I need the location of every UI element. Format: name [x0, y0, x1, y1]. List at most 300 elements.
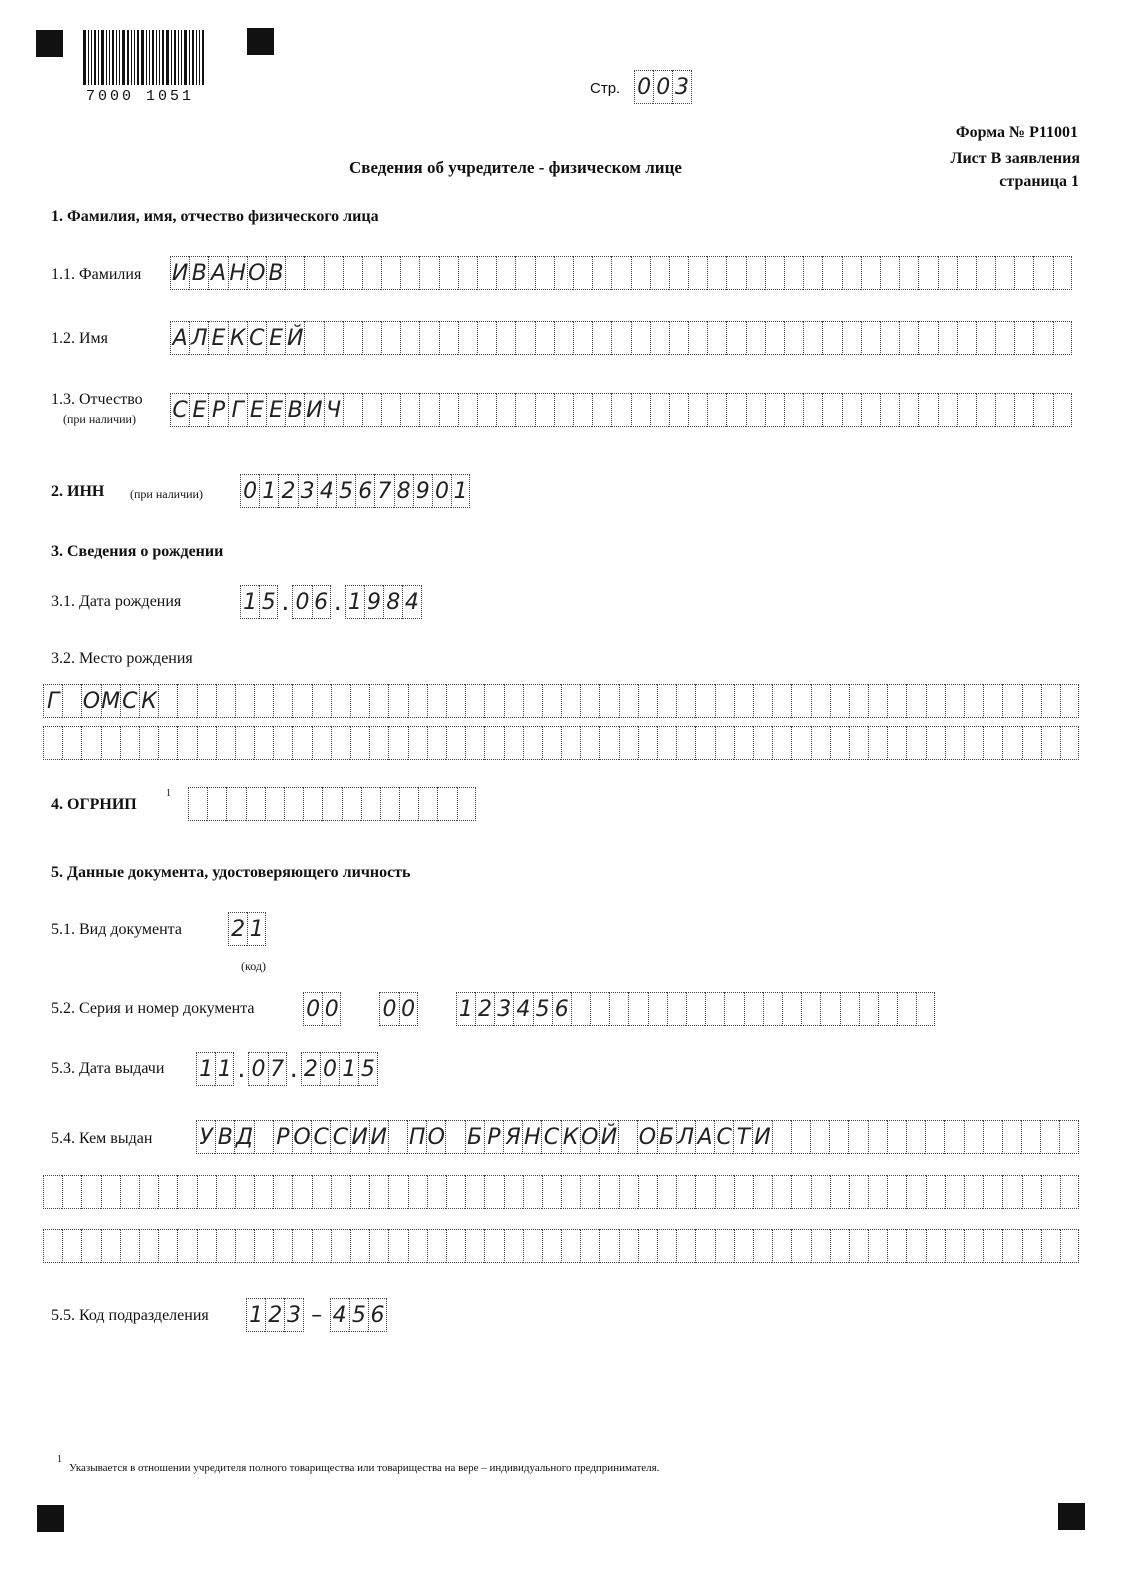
char-cell[interactable]	[676, 684, 695, 718]
char-cell[interactable]	[580, 1175, 599, 1209]
char-cell[interactable]	[1033, 256, 1052, 290]
char-cell[interactable]	[197, 726, 216, 760]
char-cell[interactable]	[388, 684, 407, 718]
char-cell[interactable]: 2	[265, 1298, 284, 1332]
char-cell[interactable]	[573, 321, 592, 355]
char-cell[interactable]	[216, 726, 235, 760]
char-cell[interactable]	[1002, 1175, 1021, 1209]
char-cell[interactable]	[599, 726, 618, 760]
char-cell[interactable]	[784, 256, 803, 290]
char-cell[interactable]: Е	[266, 393, 285, 427]
char-cell[interactable]	[619, 726, 638, 760]
char-cell[interactable]	[554, 393, 573, 427]
char-cell[interactable]	[868, 726, 887, 760]
char-cell[interactable]	[197, 684, 216, 718]
char-cell[interactable]: 0	[634, 70, 653, 104]
char-cell[interactable]	[81, 1175, 100, 1209]
char-cell[interactable]	[926, 726, 945, 760]
char-cell[interactable]	[726, 256, 745, 290]
char-cell[interactable]	[763, 992, 782, 1026]
char-cell[interactable]	[523, 1175, 542, 1209]
char-cell[interactable]: Р	[273, 1120, 292, 1154]
char-cell[interactable]	[369, 1175, 388, 1209]
char-cell[interactable]	[619, 1175, 638, 1209]
char-cell[interactable]	[235, 726, 254, 760]
char-cell[interactable]	[254, 1120, 273, 1154]
char-cell[interactable]: О	[580, 1120, 599, 1154]
birth-place-line2[interactable]	[43, 726, 1079, 762]
char-cell[interactable]	[619, 1229, 638, 1263]
char-cell[interactable]	[859, 992, 878, 1026]
char-cell[interactable]	[139, 1229, 158, 1263]
char-cell[interactable]	[861, 393, 880, 427]
char-cell[interactable]	[188, 787, 207, 821]
char-cell[interactable]	[688, 321, 707, 355]
char-cell[interactable]: Т	[733, 1120, 752, 1154]
char-cell[interactable]	[573, 256, 592, 290]
char-cell[interactable]	[944, 1120, 963, 1154]
char-cell[interactable]	[139, 726, 158, 760]
char-cell[interactable]	[631, 393, 650, 427]
char-cell[interactable]	[724, 992, 743, 1026]
char-cell[interactable]: Л	[676, 1120, 695, 1154]
char-cell[interactable]	[753, 726, 772, 760]
char-cell[interactable]	[1014, 393, 1033, 427]
char-cell[interactable]	[791, 1120, 810, 1154]
char-cell[interactable]	[303, 787, 322, 821]
char-cell[interactable]	[707, 393, 726, 427]
char-cell[interactable]	[983, 1229, 1002, 1263]
char-cell[interactable]	[504, 684, 523, 718]
char-cell[interactable]	[408, 1175, 427, 1209]
char-cell[interactable]	[331, 1175, 350, 1209]
char-cell[interactable]	[957, 393, 976, 427]
char-cell[interactable]	[791, 684, 810, 718]
char-cell[interactable]	[350, 684, 369, 718]
char-cell[interactable]	[878, 992, 897, 1026]
series-number-cells[interactable]	[303, 992, 935, 1028]
surname-cells[interactable]	[170, 256, 1072, 292]
char-cell[interactable]	[829, 1120, 848, 1154]
char-cell[interactable]: 3	[284, 1298, 303, 1332]
char-cell[interactable]	[784, 321, 803, 355]
char-cell[interactable]	[561, 684, 580, 718]
char-cell[interactable]	[408, 684, 427, 718]
char-cell[interactable]	[772, 726, 791, 760]
char-cell[interactable]	[791, 1229, 810, 1263]
char-cell[interactable]	[926, 684, 945, 718]
char-cell[interactable]: И	[350, 1120, 369, 1154]
char-cell[interactable]	[772, 1175, 791, 1209]
char-cell[interactable]	[964, 684, 983, 718]
char-cell[interactable]: Р	[208, 393, 227, 427]
char-cell[interactable]	[842, 256, 861, 290]
char-cell[interactable]	[101, 726, 120, 760]
char-cell[interactable]	[484, 726, 503, 760]
char-cell[interactable]	[216, 1229, 235, 1263]
char-cell[interactable]	[957, 321, 976, 355]
char-cell[interactable]	[791, 1175, 810, 1209]
char-cell[interactable]	[324, 321, 343, 355]
char-cell[interactable]	[324, 256, 343, 290]
char-cell[interactable]: В	[266, 256, 285, 290]
char-cell[interactable]	[177, 726, 196, 760]
char-cell[interactable]	[427, 1175, 446, 1209]
char-cell[interactable]	[484, 684, 503, 718]
char-cell[interactable]	[408, 726, 427, 760]
char-cell[interactable]	[1060, 684, 1079, 718]
char-cell[interactable]	[304, 256, 323, 290]
char-cell[interactable]: С	[247, 321, 266, 355]
char-cell[interactable]	[746, 256, 765, 290]
char-cell[interactable]	[753, 684, 772, 718]
char-cell[interactable]	[120, 1175, 139, 1209]
char-cell[interactable]: 0	[432, 474, 451, 508]
char-cell[interactable]	[638, 1175, 657, 1209]
char-cell[interactable]	[120, 1229, 139, 1263]
char-cell[interactable]	[381, 393, 400, 427]
char-cell[interactable]	[983, 1120, 1002, 1154]
char-cell[interactable]	[465, 1175, 484, 1209]
char-cell[interactable]: 1	[339, 1052, 358, 1086]
char-cell[interactable]	[976, 321, 995, 355]
char-cell[interactable]	[1014, 321, 1033, 355]
char-cell[interactable]	[1002, 1120, 1021, 1154]
char-cell[interactable]	[254, 1175, 273, 1209]
char-cell[interactable]	[580, 1229, 599, 1263]
char-cell[interactable]	[957, 256, 976, 290]
char-cell[interactable]	[62, 684, 81, 718]
char-cell[interactable]	[312, 684, 331, 718]
char-cell[interactable]	[580, 684, 599, 718]
char-cell[interactable]: А	[208, 256, 227, 290]
char-cell[interactable]	[657, 1175, 676, 1209]
char-cell[interactable]: Ч	[324, 393, 343, 427]
char-cell[interactable]	[964, 1120, 983, 1154]
char-cell[interactable]	[343, 321, 362, 355]
char-cell[interactable]	[734, 1229, 753, 1263]
char-cell[interactable]	[465, 726, 484, 760]
char-cell[interactable]	[926, 1175, 945, 1209]
char-cell[interactable]	[880, 256, 899, 290]
char-cell[interactable]	[822, 256, 841, 290]
patronymic-cells[interactable]	[170, 393, 1072, 429]
char-cell[interactable]	[458, 321, 477, 355]
char-cell[interactable]: С	[714, 1120, 733, 1154]
char-cell[interactable]: 4	[402, 585, 421, 619]
char-cell[interactable]	[688, 256, 707, 290]
char-cell[interactable]	[418, 787, 437, 821]
char-cell[interactable]: 0	[292, 585, 311, 619]
char-cell[interactable]	[381, 321, 400, 355]
char-cell[interactable]	[765, 256, 784, 290]
char-cell[interactable]	[477, 256, 496, 290]
char-cell[interactable]	[887, 726, 906, 760]
char-cell[interactable]	[599, 1229, 618, 1263]
char-cell[interactable]	[216, 1175, 235, 1209]
char-cell[interactable]	[1002, 1229, 1021, 1263]
char-cell[interactable]: 4	[317, 474, 336, 508]
char-cell[interactable]: 6	[355, 474, 374, 508]
char-cell[interactable]	[380, 787, 399, 821]
char-cell[interactable]	[254, 684, 273, 718]
char-cell[interactable]	[887, 684, 906, 718]
char-cell[interactable]	[667, 992, 686, 1026]
char-cell[interactable]: 4	[330, 1298, 349, 1332]
char-cell[interactable]	[458, 256, 477, 290]
char-cell[interactable]	[840, 992, 859, 1026]
char-cell[interactable]	[342, 787, 361, 821]
char-cell[interactable]	[842, 321, 861, 355]
char-cell[interactable]	[477, 321, 496, 355]
char-cell[interactable]	[554, 256, 573, 290]
char-cell[interactable]	[388, 1175, 407, 1209]
char-cell[interactable]	[746, 393, 765, 427]
name-cells[interactable]	[170, 321, 1072, 357]
char-cell[interactable]	[496, 256, 515, 290]
char-cell[interactable]: 8	[383, 585, 402, 619]
char-cell[interactable]	[811, 1229, 830, 1263]
char-cell[interactable]	[861, 321, 880, 355]
char-cell[interactable]: 0	[399, 992, 418, 1026]
char-cell[interactable]	[976, 393, 995, 427]
char-cell[interactable]	[734, 684, 753, 718]
char-cell[interactable]	[561, 1229, 580, 1263]
char-cell[interactable]: 1	[196, 1052, 215, 1086]
char-cell[interactable]	[369, 1229, 388, 1263]
char-cell[interactable]	[726, 393, 745, 427]
char-cell[interactable]	[811, 726, 830, 760]
char-cell[interactable]	[650, 256, 669, 290]
char-cell[interactable]	[1033, 393, 1052, 427]
char-cell[interactable]	[938, 321, 957, 355]
char-cell[interactable]	[1053, 256, 1072, 290]
doc-type-cells[interactable]	[228, 912, 266, 948]
char-cell[interactable]	[446, 684, 465, 718]
char-cell[interactable]	[216, 684, 235, 718]
char-cell[interactable]	[81, 726, 100, 760]
char-cell[interactable]: 1	[246, 1298, 265, 1332]
char-cell[interactable]	[571, 992, 590, 1026]
char-cell[interactable]: К	[561, 1120, 580, 1154]
char-cell[interactable]: 3	[298, 474, 317, 508]
char-cell[interactable]	[273, 1175, 292, 1209]
char-cell[interactable]	[362, 256, 381, 290]
char-cell[interactable]	[849, 684, 868, 718]
char-cell[interactable]	[542, 1175, 561, 1209]
char-cell[interactable]	[1002, 684, 1021, 718]
char-cell[interactable]: К	[139, 684, 158, 718]
char-cell[interactable]	[868, 684, 887, 718]
char-cell[interactable]	[197, 1229, 216, 1263]
char-cell[interactable]	[158, 684, 177, 718]
char-cell[interactable]: Г	[228, 393, 247, 427]
char-cell[interactable]	[899, 256, 918, 290]
char-cell[interactable]	[284, 787, 303, 821]
char-cell[interactable]	[304, 321, 323, 355]
char-cell[interactable]	[976, 256, 995, 290]
char-cell[interactable]	[676, 1175, 695, 1209]
char-cell[interactable]	[848, 1120, 867, 1154]
char-cell[interactable]	[322, 787, 341, 821]
char-cell[interactable]	[1041, 726, 1060, 760]
char-cell[interactable]: 2	[475, 992, 494, 1026]
char-cell[interactable]	[746, 321, 765, 355]
char-cell[interactable]	[995, 393, 1014, 427]
char-cell[interactable]	[1053, 321, 1072, 355]
char-cell[interactable]: 5	[336, 474, 355, 508]
char-cell[interactable]	[81, 1229, 100, 1263]
char-cell[interactable]: 1	[345, 585, 364, 619]
char-cell[interactable]: Я	[503, 1120, 522, 1154]
char-cell[interactable]	[618, 1120, 637, 1154]
char-cell[interactable]: Г	[43, 684, 62, 718]
char-cell[interactable]	[515, 321, 534, 355]
char-cell[interactable]: 6	[368, 1298, 387, 1332]
char-cell[interactable]	[803, 256, 822, 290]
char-cell[interactable]	[535, 393, 554, 427]
char-cell[interactable]	[331, 684, 350, 718]
char-cell[interactable]	[465, 1229, 484, 1263]
char-cell[interactable]	[899, 321, 918, 355]
char-cell[interactable]: Н	[228, 256, 247, 290]
char-cell[interactable]	[292, 726, 311, 760]
char-cell[interactable]: 0	[248, 1052, 267, 1086]
char-cell[interactable]	[400, 321, 419, 355]
char-cell[interactable]	[504, 1229, 523, 1263]
char-cell[interactable]	[599, 1175, 618, 1209]
char-cell[interactable]	[388, 726, 407, 760]
char-cell[interactable]	[350, 1175, 369, 1209]
char-cell[interactable]	[628, 992, 647, 1026]
char-cell[interactable]	[458, 393, 477, 427]
char-cell[interactable]: С	[311, 1120, 330, 1154]
char-cell[interactable]	[408, 1229, 427, 1263]
char-cell[interactable]	[419, 393, 438, 427]
char-cell[interactable]: В	[285, 393, 304, 427]
char-cell[interactable]	[312, 1229, 331, 1263]
char-cell[interactable]	[235, 1229, 254, 1263]
char-cell[interactable]	[938, 393, 957, 427]
char-cell[interactable]: Б	[657, 1120, 676, 1154]
char-cell[interactable]	[631, 321, 650, 355]
char-cell[interactable]	[638, 684, 657, 718]
char-cell[interactable]	[861, 256, 880, 290]
char-cell[interactable]	[906, 726, 925, 760]
char-cell[interactable]	[926, 1229, 945, 1263]
char-cell[interactable]	[830, 1229, 849, 1263]
char-cell[interactable]	[650, 321, 669, 355]
char-cell[interactable]: 0	[240, 474, 259, 508]
char-cell[interactable]	[158, 1229, 177, 1263]
char-cell[interactable]	[906, 1229, 925, 1263]
char-cell[interactable]	[419, 256, 438, 290]
char-cell[interactable]	[887, 1120, 906, 1154]
char-cell[interactable]	[592, 256, 611, 290]
char-cell[interactable]	[726, 321, 745, 355]
char-cell[interactable]: 1	[456, 992, 475, 1026]
char-cell[interactable]	[1040, 1120, 1059, 1154]
char-cell[interactable]: 9	[413, 474, 432, 508]
char-cell[interactable]	[822, 321, 841, 355]
char-cell[interactable]	[1041, 1175, 1060, 1209]
char-cell[interactable]	[504, 1175, 523, 1209]
char-cell[interactable]	[715, 1229, 734, 1263]
char-cell[interactable]	[1060, 1175, 1079, 1209]
char-cell[interactable]: Е	[266, 321, 285, 355]
char-cell[interactable]	[734, 726, 753, 760]
char-cell[interactable]	[446, 1175, 465, 1209]
char-cell[interactable]: Е	[189, 393, 208, 427]
char-cell[interactable]	[772, 1120, 791, 1154]
char-cell[interactable]	[868, 1175, 887, 1209]
char-cell[interactable]	[822, 393, 841, 427]
char-cell[interactable]: 2	[301, 1052, 320, 1086]
char-cell[interactable]	[457, 787, 476, 821]
char-cell[interactable]	[446, 726, 465, 760]
char-cell[interactable]: 8	[394, 474, 413, 508]
char-cell[interactable]: 1	[451, 474, 470, 508]
char-cell[interactable]	[388, 1120, 407, 1154]
char-cell[interactable]: К	[228, 321, 247, 355]
char-cell[interactable]: О	[292, 1120, 311, 1154]
char-cell[interactable]	[715, 684, 734, 718]
char-cell[interactable]	[1053, 393, 1072, 427]
char-cell[interactable]	[918, 321, 937, 355]
char-cell[interactable]	[292, 1229, 311, 1263]
char-cell[interactable]: И	[304, 393, 323, 427]
char-cell[interactable]	[906, 1175, 925, 1209]
char-cell[interactable]	[542, 684, 561, 718]
char-cell[interactable]	[43, 1175, 62, 1209]
char-cell[interactable]: 0	[303, 992, 322, 1026]
char-cell[interactable]	[554, 321, 573, 355]
char-cell[interactable]	[343, 256, 362, 290]
char-cell[interactable]	[880, 393, 899, 427]
char-cell[interactable]: 1	[240, 585, 259, 619]
char-cell[interactable]	[983, 684, 1002, 718]
char-cell[interactable]: М	[101, 684, 120, 718]
char-cell[interactable]	[887, 1229, 906, 1263]
char-cell[interactable]	[1033, 321, 1052, 355]
char-cell[interactable]	[197, 1175, 216, 1209]
char-cell[interactable]: С	[120, 684, 139, 718]
char-cell[interactable]	[177, 1229, 196, 1263]
char-cell[interactable]	[599, 684, 618, 718]
char-cell[interactable]	[868, 1229, 887, 1263]
char-cell[interactable]: 3	[494, 992, 513, 1026]
char-cell[interactable]	[1002, 726, 1021, 760]
char-cell[interactable]	[254, 726, 273, 760]
char-cell[interactable]	[446, 1229, 465, 1263]
char-cell[interactable]	[964, 726, 983, 760]
char-cell[interactable]: 3	[672, 70, 691, 104]
char-cell[interactable]	[246, 787, 265, 821]
char-cell[interactable]: Л	[189, 321, 208, 355]
char-cell[interactable]: В	[189, 256, 208, 290]
char-cell[interactable]: 6	[552, 992, 571, 1026]
char-cell[interactable]	[810, 1120, 829, 1154]
char-cell[interactable]	[657, 726, 676, 760]
char-cell[interactable]	[158, 726, 177, 760]
char-cell[interactable]	[523, 684, 542, 718]
char-cell[interactable]	[611, 393, 630, 427]
char-cell[interactable]	[707, 256, 726, 290]
char-cell[interactable]	[925, 1120, 944, 1154]
char-cell[interactable]	[515, 393, 534, 427]
char-cell[interactable]	[849, 1229, 868, 1263]
char-cell[interactable]	[695, 1175, 714, 1209]
